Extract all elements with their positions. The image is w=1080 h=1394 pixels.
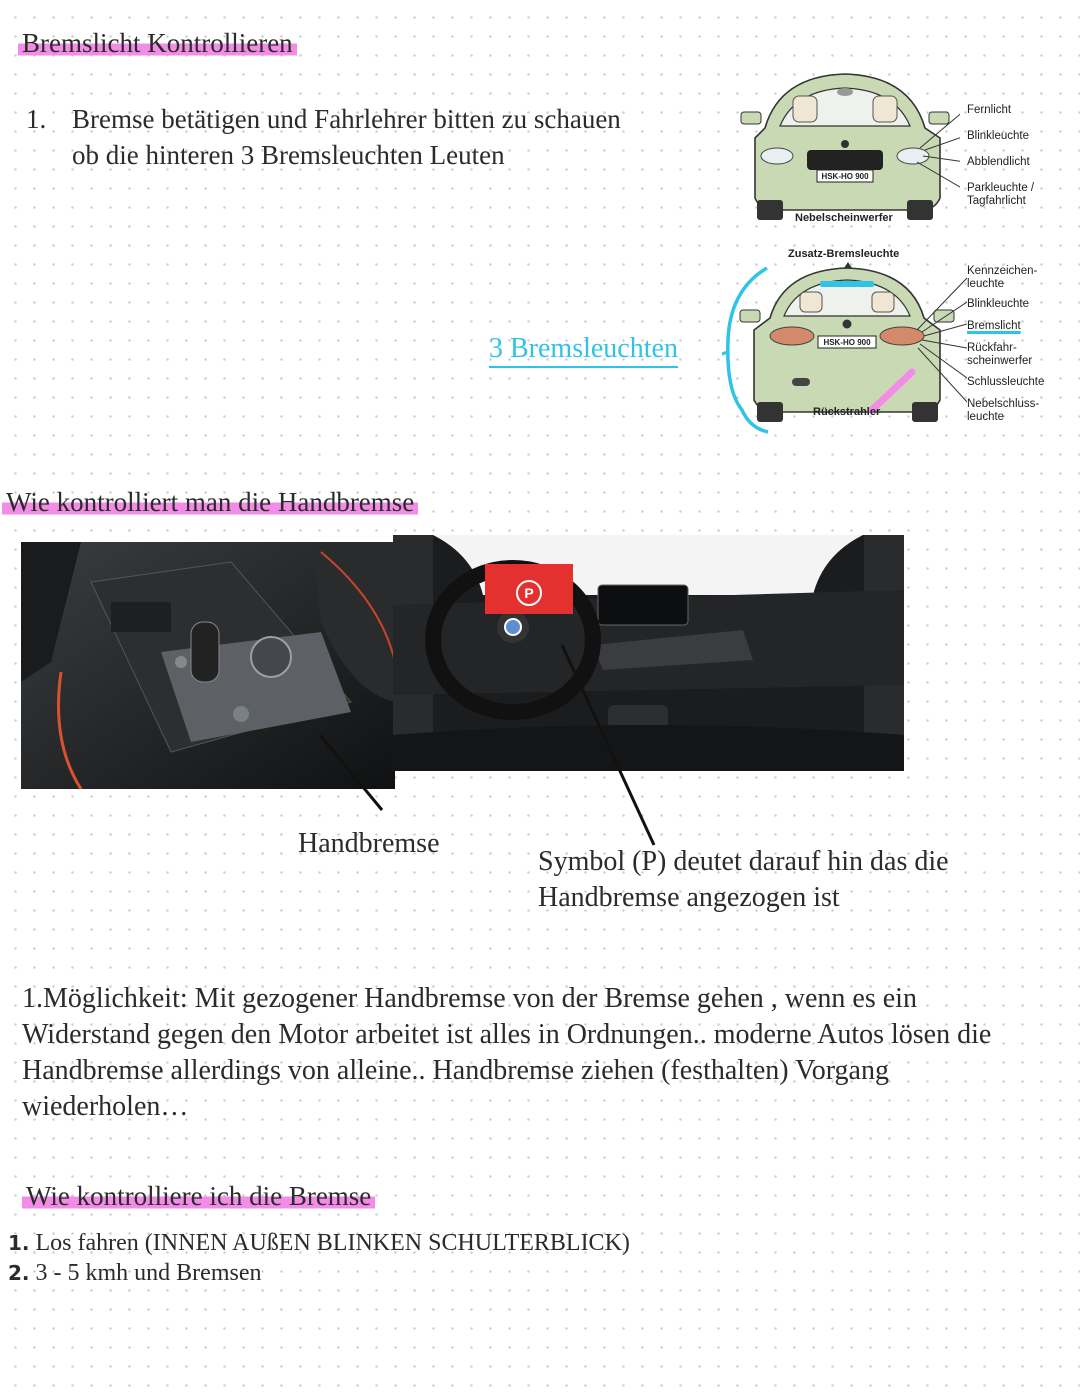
list-item-text: Bremse betätigen und Fahrlehrer bitten zu schauen ob die hinteren 3 Bremsleuchten Leuten [72, 104, 621, 170]
parking-brake-icon: P [524, 585, 534, 601]
label-abblendlicht: Abblendlicht [967, 156, 1030, 168]
front-plate: HSK-HO 900 [821, 172, 869, 181]
label-nebelscheinwerfer: Nebelscheinwerfer [795, 212, 893, 224]
symbol-explanation: Symbol (P) deutet darauf hin das die Handbremse angezogen ist [538, 846, 949, 913]
list-number: 1. [26, 104, 47, 134]
list-item: 2. 3 - 5 kmh und Bremsen [8, 1260, 262, 1286]
label-schlussleuchte: Schlussleuchte [967, 376, 1045, 388]
list-bremse [8, 1228, 630, 1288]
label-rueckfahrscheinwerfer: Rückfahr- scheinwerfer [967, 342, 1033, 367]
section-title-bremslicht: Bremslicht Kontrollieren [18, 28, 297, 59]
label-zusatz-bremsleuchte: Zusatz-Bremsleuchte [788, 248, 900, 260]
label-blinkleuchte-rear: Blinkleuchte [967, 298, 1030, 310]
label-bremslicht: Bremslicht [967, 320, 1021, 332]
label-fernlicht: Fernlicht [967, 104, 1012, 116]
list-item: 1. Los fahren (INNEN AUßEN BLINKEN SCHULTERBLICK) [8, 1230, 630, 1256]
label-blinkleuchte-front: Blinkleuchte [967, 130, 1030, 142]
section-title-handbremse: Wie kontrolliert man die Handbremse [2, 487, 418, 518]
label-kennzeichenleuchte: Kennzeichen- leuchte [967, 265, 1038, 290]
label-handbremse: Handbremse [298, 828, 440, 859]
label-rueckstrahler: Rückstrahler [813, 406, 881, 418]
paragraph-moeglichkeit: 1.Möglichkeit: Mit gezogener Handbremse von der Bremse gehen , wenn es ein Widerstand gegen den Motor arbeitet ist alles in Ordnungen.. moderne Autos lösen die Handbremse allerdings von alleine.. Handbremse ziehen (festhalten) Vorgang wiederholen… [22, 983, 992, 1122]
pointer-line-symbol [562, 645, 654, 845]
label-parkleuchte: Parkleuchte / Tagfahrlicht [967, 182, 1035, 207]
rear-plate: HSK-HO 900 [823, 338, 871, 347]
annotation-bremsleuchten: 3 Bremsleuchten [489, 333, 678, 368]
pointer-line-handbremse [320, 735, 382, 810]
label-nebelschlussleuchte: Nebelschluss- leuchte [967, 398, 1040, 423]
section-title-bremse: Wie kontrolliere ich die Bremse [22, 1181, 375, 1212]
